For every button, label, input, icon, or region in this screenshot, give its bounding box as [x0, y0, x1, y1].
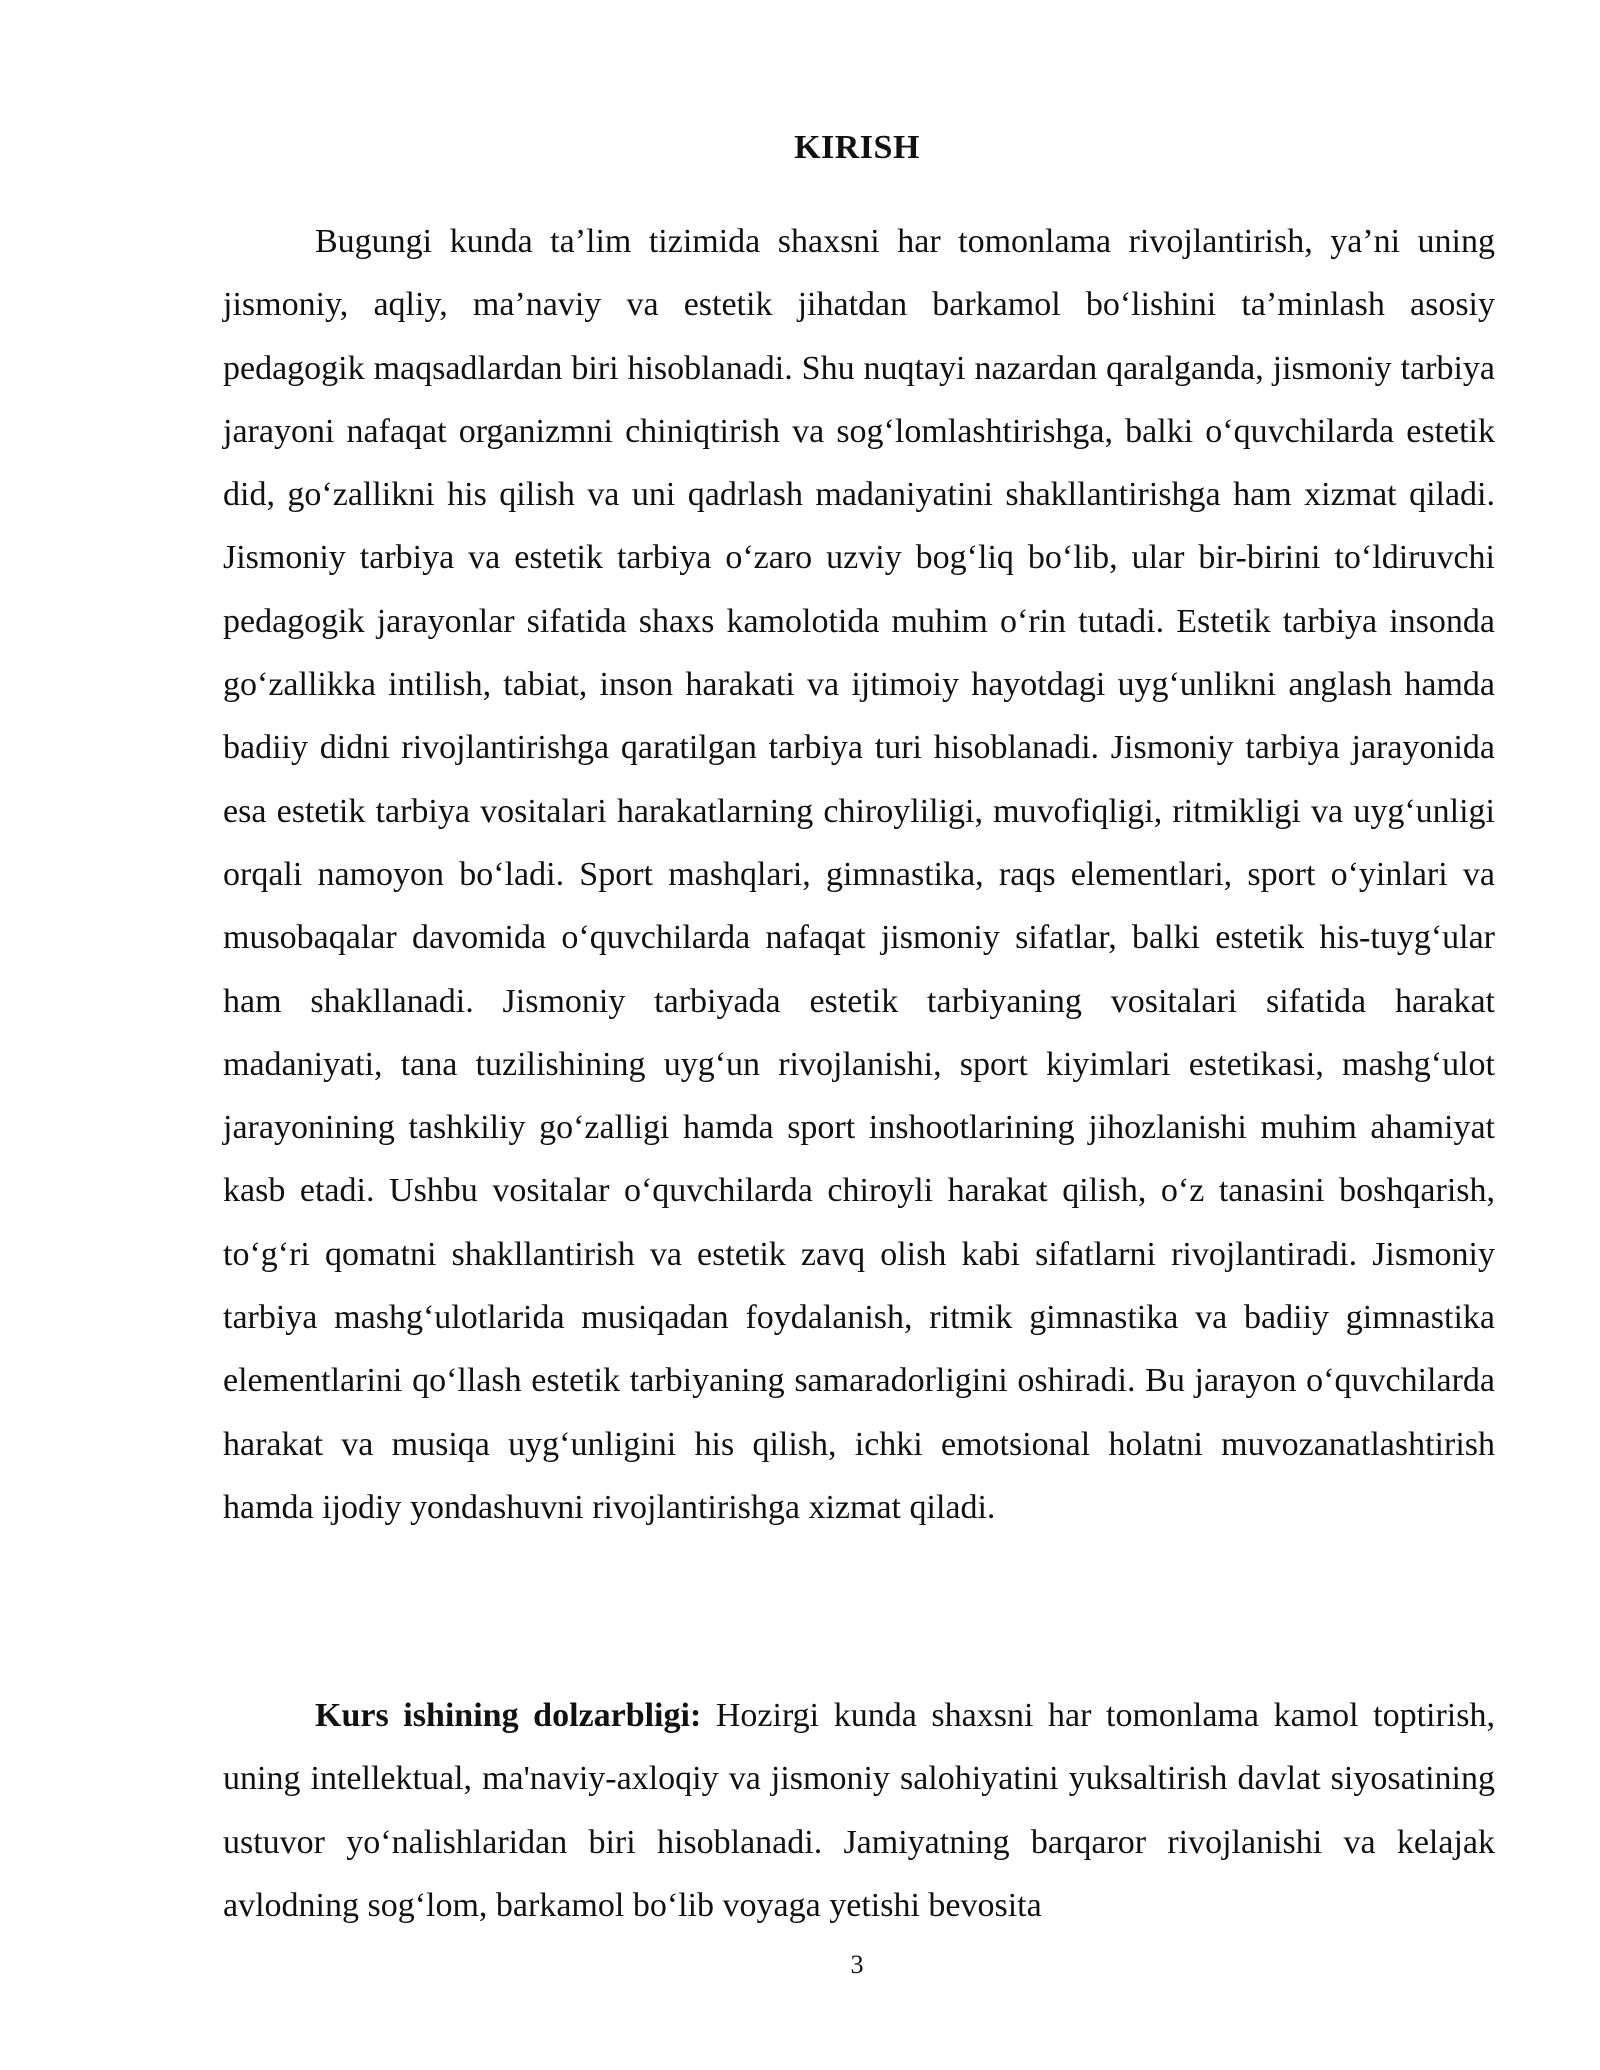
relevance-text: Hozirgi kunda shaxsni har tomonlama kamol toptirish, uning intellektual, ma'naviy-axloqiy va jismoniy salohiyatini yuksaltirish davlat siyosatining ustuvor yo‘nalishlaridan biri hisoblanadi. Jamiyatning barqaror rivojlanishi va kelajak avlodning sog‘lom, barkamol bo‘lib voyaga yetishi bevosita	[223, 1697, 1495, 1924]
intro-paragraph: Bugungi kunda ta’lim tizimida shaxsni har tomonlama rivojlantirish, ya’ni uning jismoniy, aqliy, ma’naviy va estetik jihatdan barkamol bo‘lishini ta’minlash asosiy pedagogik maqsadlardan biri hisoblanadi. Shu nuqtayi nazardan qaralganda, jismoniy tarbiya jarayoni nafaqat organizmni chiniqtirish va sog‘lomlashtirishga, balki o‘quvchilarda estetik did, go‘zallikni his qilish va uni qadrlash madaniyatini shakllantirishga ham xizmat qiladi. Jismoniy tarbiya va estetik tarbiya o‘zaro uzviy bog‘liq bo‘lib, ular bir-birini to‘ldiruvchi pedagogik jarayonlar sifatida shaxs kamolotida muhim o‘rin tutadi. Estetik tarbiya insonda go‘zallikka intilish, tabiat, inson harakati va ijtimoiy hayotdagi uyg‘unlikni anglash hamda badiiy didni rivojlantirishga qaratilgan tarbiya turi hisoblanadi. Jismoniy tarbiya jarayonida esa estetik tarbiya vositalari harakatlarning chiroyliligi, muvofiqligi, ritmikligi va uyg‘unligi orqali namoyon bo‘ladi. Sport mashqlari, gimnastika, raqs elementlari, sport o‘yinlari va musobaqalar davomida o‘quvchilarda nafaqat jismoniy sifatlar, balki estetik his-tuyg‘ular ham shakllanadi. Jismoniy tarbiyada estetik tarbiyaning vositalari sifatida harakat madaniyati, tana tuzilishining uyg‘un rivojlanishi, sport kiyimlari estetikasi, mashg‘ulot jarayonining tashkiliy go‘zalligi hamda sport inshootlarining jihozlanishi muhim ahamiyat kasb etadi. Ushbu vositalar o‘quvchilarda chiroyli harakat qilish, o‘z tanasini boshqarish, to‘g‘ri qomatni shakllantirish va estetik zavq olish kabi sifatlarni rivojlantiradi. Jismoniy tarbiya mashg‘ulotlarida musiqadan foydalanish, ritmik gimnastika va badiiy gimnastika elementlarini qo‘llash estetik tarbiyaning samaradorligini oshiradi. Bu jarayon o‘quvchilarda harakat va musiqa uyg‘unligini his qilish, ichki emotsional holatni muvozanatlashtirish hamda ijodiy yondashuvni rivojlantirishga xizmat qiladi.	[223, 223, 1495, 1526]
section-title: KIRISH	[794, 129, 920, 166]
relevance-heading: Kurs ishining dolzarbligi:	[315, 1697, 702, 1734]
relevance-paragraph	[223, 1684, 1495, 1937]
page-number: 3	[850, 1950, 864, 1979]
